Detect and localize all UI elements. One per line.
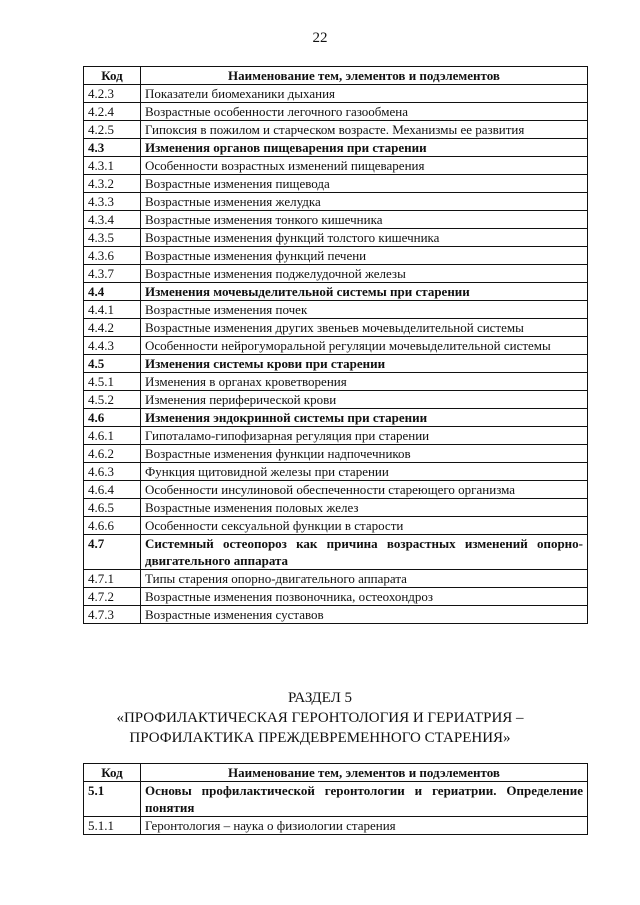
row-code: 4.5 bbox=[84, 355, 141, 373]
table-row bbox=[84, 283, 588, 301]
table-row bbox=[84, 85, 588, 103]
column-header-name: Наименование тем, элементов и подэлементов bbox=[141, 764, 588, 782]
topics-table bbox=[83, 66, 588, 624]
row-name: Возрастные изменения пищевода bbox=[141, 175, 588, 193]
row-name: Основы профилактической геронтологии и гериатрии. Определение понятия bbox=[141, 782, 588, 817]
row-code: 4.4.2 bbox=[84, 319, 141, 337]
table-row bbox=[84, 247, 588, 265]
row-name: Показатели биомеханики дыхания bbox=[141, 85, 588, 103]
table-row bbox=[84, 121, 588, 139]
row-name: Гипоталамо-гипофизарная регуляция при старении bbox=[141, 427, 588, 445]
row-code: 4.4.3 bbox=[84, 337, 141, 355]
row-code: 4.6.1 bbox=[84, 427, 141, 445]
row-name: Особенности нейрогуморальной регуляции мочевыделительной системы bbox=[141, 337, 588, 355]
row-name: Типы старения опорно-двигательного аппарата bbox=[141, 570, 588, 588]
row-code: 4.3.5 bbox=[84, 229, 141, 247]
row-name: Возрастные особенности легочного газообмена bbox=[141, 103, 588, 121]
table-header-row bbox=[84, 764, 588, 782]
row-code: 4.6.3 bbox=[84, 463, 141, 481]
table-row bbox=[84, 535, 588, 570]
table-row bbox=[84, 409, 588, 427]
row-code: 4.4 bbox=[84, 283, 141, 301]
table-row bbox=[84, 157, 588, 175]
row-code: 4.3.3 bbox=[84, 193, 141, 211]
row-name: Изменения эндокринной системы при старении bbox=[141, 409, 588, 427]
section-title: РАЗДЕЛ 5 bbox=[287, 690, 353, 706]
row-code: 4.3 bbox=[84, 139, 141, 157]
row-name: Изменения системы крови при старении bbox=[141, 355, 588, 373]
page-number: 22 bbox=[312, 30, 328, 46]
table-row bbox=[84, 517, 588, 535]
row-code: 4.6.5 bbox=[84, 499, 141, 517]
table-row bbox=[84, 445, 588, 463]
row-code: 4.3.7 bbox=[84, 265, 141, 283]
row-code: 4.7 bbox=[84, 535, 141, 570]
table-row bbox=[84, 588, 588, 606]
topics-table-body bbox=[84, 85, 588, 624]
table-row bbox=[84, 782, 588, 817]
table-row bbox=[84, 211, 588, 229]
row-code: 4.7.3 bbox=[84, 606, 141, 624]
row-name: Изменения периферической крови bbox=[141, 391, 588, 409]
table-row bbox=[84, 606, 588, 624]
table-row bbox=[84, 265, 588, 283]
row-name: Гипоксия в пожилом и старческом возрасте. Механизмы ее развития bbox=[141, 121, 588, 139]
table-row bbox=[84, 229, 588, 247]
row-name: Возрастные изменения других звеньев мочевыделительной системы bbox=[141, 319, 588, 337]
table-row bbox=[84, 391, 588, 409]
table-row bbox=[84, 427, 588, 445]
row-name: Возрастные изменения функций печени bbox=[141, 247, 588, 265]
row-name: Системный остеопороз как причина возрастных изменений опорно-двигательного аппарата bbox=[141, 535, 588, 570]
row-code: 4.6.6 bbox=[84, 517, 141, 535]
row-name: Возрастные изменения поджелудочной железы bbox=[141, 265, 588, 283]
row-name: Изменения органов пищеварения при старении bbox=[141, 139, 588, 157]
row-name: Возрастные изменения функции надпочечников bbox=[141, 445, 588, 463]
row-name: Особенности сексуальной функции в старости bbox=[141, 517, 588, 535]
table-row bbox=[84, 570, 588, 588]
column-header-code: Код bbox=[84, 67, 141, 85]
row-name: Возрастные изменения суставов bbox=[141, 606, 588, 624]
table-row bbox=[84, 193, 588, 211]
row-name: Особенности возрастных изменений пищеварения bbox=[141, 157, 588, 175]
row-name: Возрастные изменения желудка bbox=[141, 193, 588, 211]
row-code: 4.3.6 bbox=[84, 247, 141, 265]
table-row bbox=[84, 355, 588, 373]
row-code: 4.5.2 bbox=[84, 391, 141, 409]
table-row bbox=[84, 139, 588, 157]
row-name: Изменения мочевыделительной системы при старении bbox=[141, 283, 588, 301]
row-name: Возрастные изменения половых желез bbox=[141, 499, 588, 517]
section-subtitle-line2: ПРОФИЛАКТИКА ПРЕЖДЕВРЕМЕННОГО СТАРЕНИЯ» bbox=[129, 730, 511, 746]
row-name: Возрастные изменения функций толстого кишечника bbox=[141, 229, 588, 247]
row-code: 4.4.1 bbox=[84, 301, 141, 319]
row-code: 4.2.4 bbox=[84, 103, 141, 121]
row-code: 5.1.1 bbox=[84, 817, 141, 835]
table-row bbox=[84, 301, 588, 319]
table-row bbox=[84, 481, 588, 499]
section-subtitle-line1: «ПРОФИЛАКТИЧЕСКАЯ ГЕРОНТОЛОГИЯ И ГЕРИАТРИЯ – bbox=[116, 710, 524, 726]
table-row bbox=[84, 319, 588, 337]
table-row bbox=[84, 103, 588, 121]
row-code: 4.3.1 bbox=[84, 157, 141, 175]
column-header-name: Наименование тем, элементов и подэлементов bbox=[141, 67, 588, 85]
row-code: 4.5.1 bbox=[84, 373, 141, 391]
table-header-row bbox=[84, 67, 588, 85]
row-code: 4.6.4 bbox=[84, 481, 141, 499]
section5-topics-table bbox=[83, 763, 588, 835]
row-name: Возрастные изменения тонкого кишечника bbox=[141, 211, 588, 229]
row-code: 4.6 bbox=[84, 409, 141, 427]
row-name: Особенности инсулиновой обеспеченности стареющего организма bbox=[141, 481, 588, 499]
table-row bbox=[84, 337, 588, 355]
column-header-code: Код bbox=[84, 764, 141, 782]
table-row bbox=[84, 373, 588, 391]
row-code: 4.3.4 bbox=[84, 211, 141, 229]
table-row bbox=[84, 175, 588, 193]
row-code: 5.1 bbox=[84, 782, 141, 817]
row-name: Геронтология – наука о физиологии старения bbox=[141, 817, 588, 835]
row-code: 4.6.2 bbox=[84, 445, 141, 463]
row-name: Функция щитовидной железы при старении bbox=[141, 463, 588, 481]
row-code: 4.7.1 bbox=[84, 570, 141, 588]
section5-topics-table-body bbox=[84, 782, 588, 835]
row-code: 4.2.3 bbox=[84, 85, 141, 103]
row-code: 4.2.5 bbox=[84, 121, 141, 139]
table-row bbox=[84, 499, 588, 517]
row-name: Возрастные изменения почек bbox=[141, 301, 588, 319]
table-row bbox=[84, 817, 588, 835]
row-code: 4.3.2 bbox=[84, 175, 141, 193]
row-name: Изменения в органах кроветворения bbox=[141, 373, 588, 391]
row-name: Возрастные изменения позвоночника, остеохондроз bbox=[141, 588, 588, 606]
table-row bbox=[84, 463, 588, 481]
row-code: 4.7.2 bbox=[84, 588, 141, 606]
